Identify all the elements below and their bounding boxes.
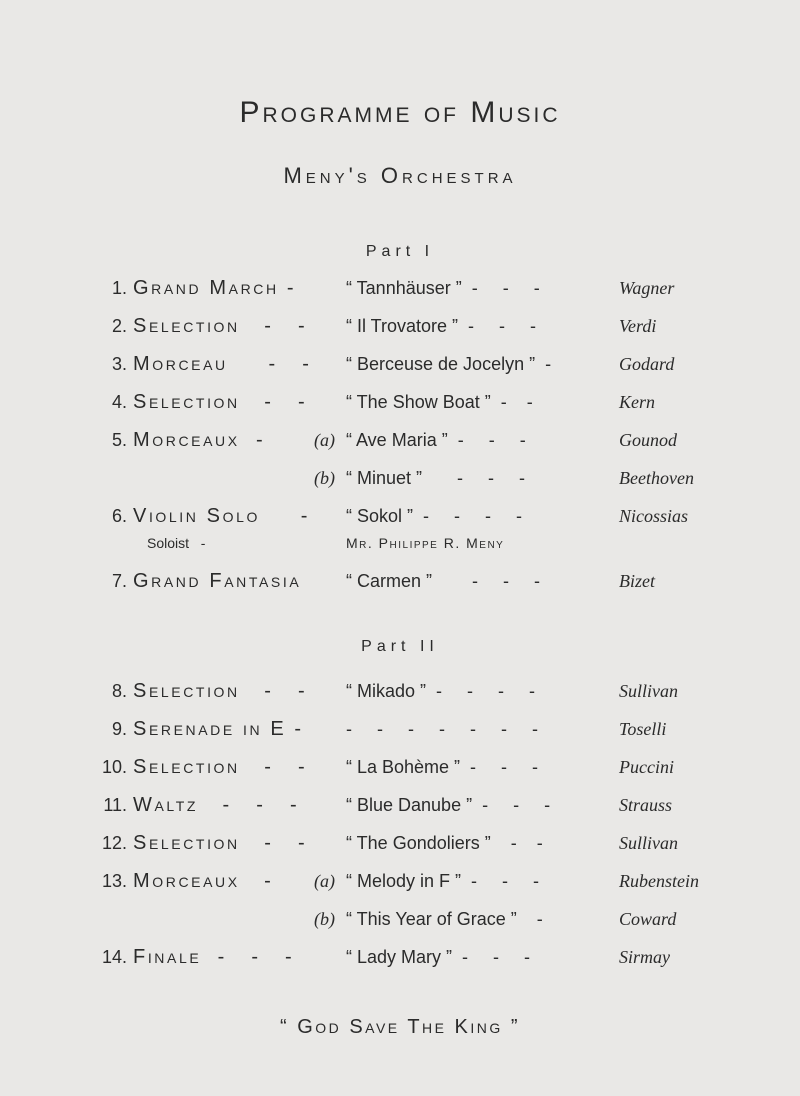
programme-item (0, 944, 800, 970)
item-number: 2. (111, 316, 127, 336)
page-title: Programme of Music (239, 96, 561, 129)
item-composer: Kern (619, 392, 655, 412)
item-piece: - - - - - - - (346, 719, 538, 739)
item-composer: Nicossias (619, 506, 689, 526)
item-piece: “ The Show Boat ” - - (346, 392, 533, 412)
programme-item (0, 389, 800, 415)
item-category: Selection - - (133, 315, 308, 337)
item-piece: “ This Year of Grace ” - (346, 909, 543, 929)
item-composer: Toselli (619, 719, 667, 739)
item-piece: “ Il Trovatore ” - - - (346, 316, 537, 336)
programme-item (0, 830, 800, 856)
item-composer: Sirmay (619, 947, 670, 967)
item-composer: Wagner (619, 278, 675, 298)
item-piece: “ Berceuse de Jocelyn ” - (346, 354, 552, 374)
item-number: 4. (111, 392, 127, 412)
programme-item (0, 351, 800, 377)
item-piece: “ Minuet ” - - - (346, 468, 526, 488)
item-composer: Coward (619, 909, 677, 929)
part-1-heading: Part I (365, 243, 435, 260)
programme-item (0, 275, 800, 301)
item-category: Grand Fantasia (133, 570, 302, 592)
item-composer: Rubenstein (619, 871, 699, 891)
item-number: 6. (111, 506, 127, 526)
orchestra-name: Meny's Orchestra (283, 163, 517, 188)
item-category: Selection - - (133, 832, 308, 854)
part-2-heading: Part II (361, 638, 439, 655)
item-category: Serenade in E - (133, 718, 304, 740)
item-number: 1. (111, 278, 127, 298)
item-piece: “ Lady Mary ” - - - (346, 947, 531, 967)
programme-item (0, 906, 800, 932)
programme-item (0, 465, 800, 491)
item-composer: Strauss (619, 795, 673, 815)
item-category: Violin Solo - (133, 505, 311, 527)
item-number: 8. (111, 681, 127, 701)
soloist-row (0, 530, 800, 556)
item-number: 13. (101, 871, 127, 891)
item-number: 9. (111, 719, 127, 739)
item-piece: “ Carmen ” - - - (346, 571, 541, 591)
item-sub-label: (b) (314, 909, 335, 929)
item-piece: “ Tannhäuser ” - - - (346, 278, 540, 298)
item-category: Morceaux - (133, 870, 274, 892)
programme-item (0, 716, 800, 742)
item-piece: “ Ave Maria ” - - - (346, 430, 526, 450)
item-sub-label: (a) (314, 430, 335, 450)
item-composer: Sullivan (619, 833, 678, 853)
programme-item (0, 868, 800, 894)
item-number: 11. (103, 795, 127, 815)
item-number: 14. (101, 947, 127, 967)
item-composer: Beethoven (619, 468, 694, 488)
programme-item (0, 754, 800, 780)
item-category: Selection - - (133, 391, 308, 413)
item-composer: Puccini (619, 757, 674, 777)
item-category: Selection - - (133, 756, 308, 778)
item-category: Waltz - - - (133, 794, 300, 816)
item-piece: “ Sokol ” - - - - (346, 506, 523, 526)
programme-item (0, 503, 800, 529)
programme-item (0, 427, 800, 453)
item-category: Grand March - (133, 277, 297, 299)
item-composer: Godard (619, 354, 675, 374)
item-number: 12. (101, 833, 127, 853)
item-piece: “ Mikado ” - - - - (346, 681, 536, 701)
item-category: Finale - - - (133, 946, 295, 968)
item-category: Morceaux - (133, 429, 266, 451)
soloist-label: Soloist - (147, 535, 206, 551)
item-piece: “ Melody in F ” - - - (346, 871, 540, 891)
item-category: Morceau - - (133, 353, 312, 375)
programme-item (0, 678, 800, 704)
item-number: 5. (111, 430, 127, 450)
item-composer: Sullivan (619, 681, 678, 701)
item-number: 7. (111, 571, 127, 591)
item-composer: Verdi (619, 316, 657, 336)
closing-anthem: “ God Save The King ” (279, 1016, 520, 1038)
item-composer: Bizet (619, 571, 655, 591)
item-piece: “ Blue Danube ” - - - (346, 795, 551, 815)
programme-item (0, 313, 800, 339)
item-piece: “ La Bohème ” - - - (346, 757, 539, 777)
item-number: 3. (111, 354, 127, 374)
programme-item (0, 568, 800, 594)
item-piece: “ The Gondoliers ” - - (346, 833, 543, 853)
item-composer: Gounod (619, 430, 677, 450)
item-sub-label: (b) (314, 468, 335, 488)
item-number: 10. (101, 757, 127, 777)
programme-item (0, 792, 800, 818)
soloist-name: Mr. Philippe R. Meny (346, 535, 505, 551)
item-sub-label: (a) (314, 871, 335, 891)
item-category: Selection - - (133, 680, 308, 702)
